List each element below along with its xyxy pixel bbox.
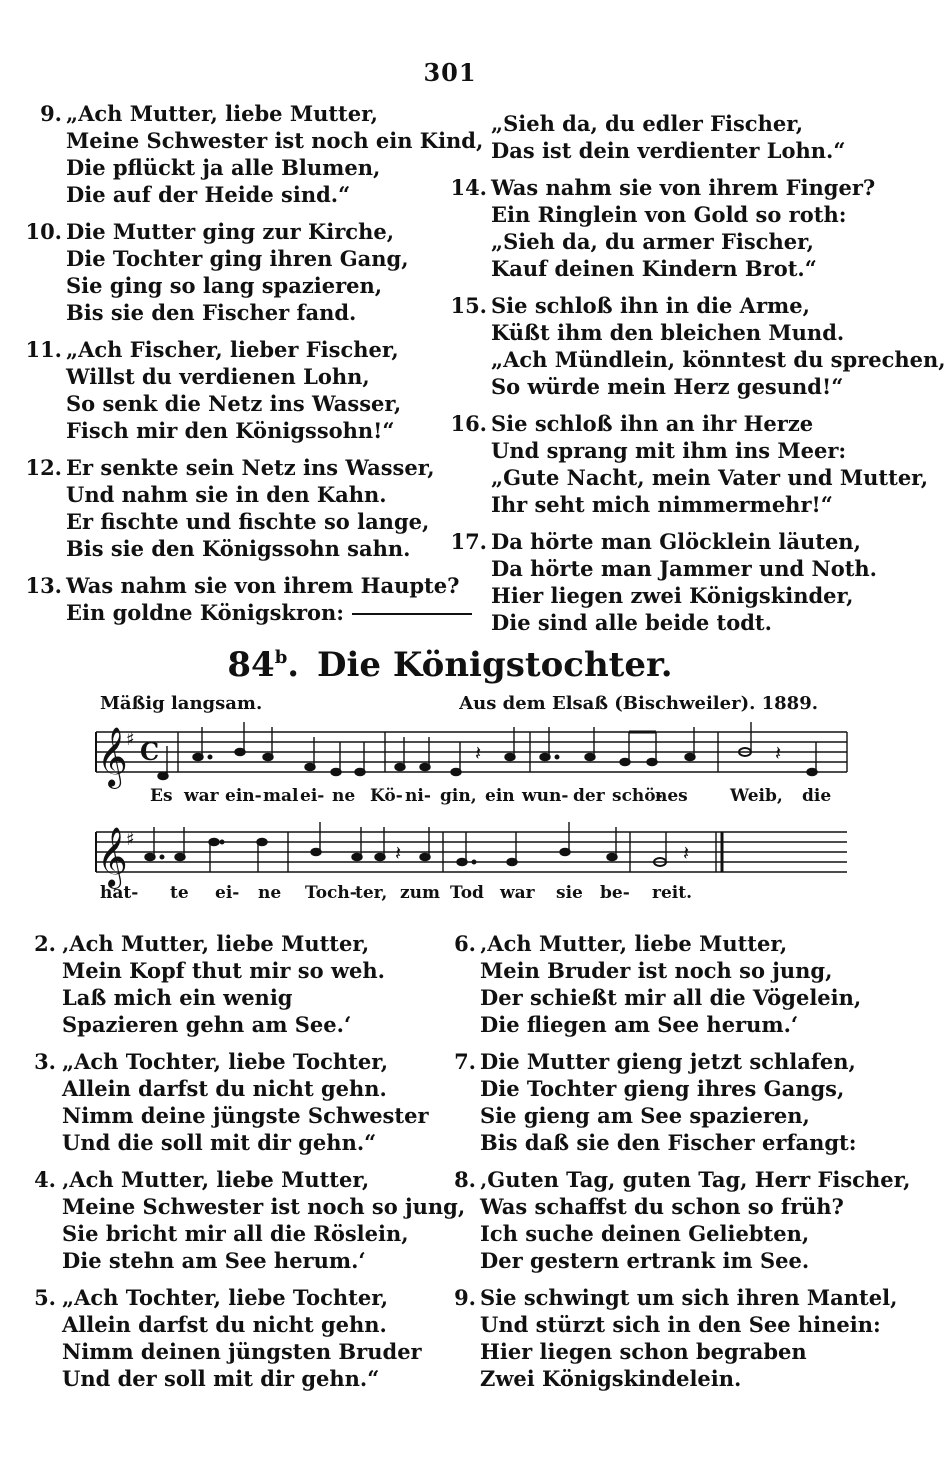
page-number: 301 — [423, 58, 477, 87]
lyric-syllable: hat- — [100, 883, 139, 903]
verse-line: Und sprang mit ihm ins Meer: — [491, 438, 847, 463]
stanza — [24, 1284, 444, 1392]
verse-line: Die auf der Heide sind.“ — [66, 182, 351, 207]
stanza — [20, 218, 440, 326]
verse-line: Nimm deine jüngste Schwester — [62, 1103, 429, 1128]
verse-line: ‚Ach Mutter, liebe Mutter, — [62, 1167, 370, 1192]
music-staff-2 — [0, 812, 900, 892]
verse-line: Allein darfst du nicht gehn. — [62, 1312, 387, 1337]
song-number: 84 — [227, 645, 275, 685]
lyric-syllable: ein — [485, 786, 515, 806]
lyric-syllable: be- — [600, 883, 630, 903]
stanza-number: 9. — [40, 101, 62, 126]
verse-line: Mein Bruder ist noch so jung, — [480, 958, 833, 983]
stanza-number: 4. — [34, 1167, 56, 1192]
lyric-syllable: zum — [400, 883, 441, 903]
lyric-syllable: wun- — [522, 786, 569, 806]
stanza — [447, 174, 887, 282]
verse-line: Spazieren gehn am See.‘ — [62, 1012, 352, 1037]
verse-line: Sie gieng am See spazieren, — [480, 1103, 810, 1128]
stanza — [20, 336, 440, 444]
song-title: 84$^b$. Die Königstochter. — [227, 645, 673, 685]
verse-line: Laß mich ein wenig — [62, 985, 293, 1010]
verse-line: Sie ging so lang spazieren, — [66, 273, 383, 298]
stanza-number: 6. — [454, 931, 476, 956]
lyric-syllable: schö- — [612, 786, 663, 806]
verse-line: Küßt ihm den bleichen Mund. — [491, 320, 845, 345]
verse-line: Da hörte man Jammer und Noth. — [491, 556, 877, 581]
stanza-number: 12. — [25, 455, 62, 480]
verse-line: Meine Schwester ist noch ein Kind, — [66, 128, 484, 153]
bottom-left-stanzas — [24, 930, 466, 1402]
lyrics-line-2 — [0, 883, 900, 909]
verse-line: Was schaffst du schon so früh? — [480, 1194, 844, 1219]
verse-line: Und der soll mit dir gehn.“ — [62, 1366, 380, 1391]
verse-line: Sie schwingt um sich ihren Mantel, — [480, 1285, 898, 1310]
verse-line: Sie bricht mir all die Röslein, — [62, 1221, 409, 1246]
lyric-syllable: ni- — [405, 786, 431, 806]
stanza — [20, 572, 460, 626]
verse-line: Das ist dein verdienter Lohn.“ — [491, 138, 846, 163]
stanza-number: 3. — [34, 1049, 56, 1074]
verse-line: Ihr seht mich nimmermehr!“ — [491, 492, 833, 517]
top-right-stanzas — [447, 110, 946, 646]
verse-line: So würde mein Herz gesund!“ — [491, 374, 844, 399]
verse-line: Kauf deinen Kindern Brot.“ — [491, 256, 817, 281]
verse-line: Was nahm sie von ihrem Haupte? — [66, 573, 460, 598]
song-source: Aus dem Elsaß (Bischweiler). 1889. — [459, 693, 818, 714]
verse-line: „Sieh da, du armer Fischer, — [491, 229, 814, 254]
verse-line: Nimm deinen jüngsten Bruder — [62, 1339, 422, 1364]
stanza — [440, 1166, 911, 1274]
bottom-right-stanzas — [440, 930, 911, 1402]
verse-line: Die fliegen am See herum.‘ — [480, 1012, 799, 1037]
verse-line: „Ach Tochter, liebe Tochter, — [62, 1049, 389, 1074]
key-signature-sharp-icon: ♯ — [126, 729, 135, 750]
verse-line: Die Tochter gieng ihres Gangs, — [480, 1076, 845, 1101]
verse-line: Meine Schwester ist noch so jung, — [62, 1194, 466, 1219]
lyric-syllable: der — [573, 786, 605, 806]
verse-line: Ein Ringlein von Gold so roth: — [491, 202, 847, 227]
lyrics-line-1 — [0, 786, 900, 812]
verse-line: Ein goldne Königskron: — [66, 600, 345, 625]
lyric-syllable: ei- — [300, 786, 325, 806]
stanza — [447, 110, 887, 164]
verse-line: Da hörte man Glöcklein läuten, — [491, 529, 861, 554]
stanza-number: 8. — [454, 1167, 476, 1192]
common-time-icon: C — [140, 737, 160, 766]
verse-line: „Ach Mutter, liebe Mutter, — [66, 101, 378, 126]
lyric-syllable: te — [170, 883, 189, 903]
verse-line: Die Mutter ging zur Kirche, — [66, 219, 395, 244]
verse-line: Und nahm sie in den Kahn. — [66, 482, 387, 507]
verse-line: „Ach Mündlein, könntest du sprechen, — [491, 347, 946, 372]
stanza — [447, 528, 887, 636]
lyric-syllable: war — [184, 786, 219, 806]
stanza-number: 13. — [25, 573, 62, 598]
verse-line: Er fischte und fischte so lange, — [66, 509, 430, 534]
tempo-marking: Mäßig langsam. — [100, 693, 263, 714]
verse-line: Er senkte sein Netz ins Wasser, — [66, 455, 435, 480]
lyric-syllable: war — [500, 883, 535, 903]
verse-line: So senk die Netz ins Wasser, — [66, 391, 402, 416]
verse-line: Die stehn am See herum.‘ — [62, 1248, 366, 1273]
lyric-syllable: ei- — [215, 883, 240, 903]
lyric-syllable: mal — [263, 786, 299, 806]
stanza — [440, 930, 890, 1038]
verse-line: Ich suche deinen Geliebten, — [480, 1221, 810, 1246]
svg-text:𝄽: 𝄽 — [775, 741, 782, 765]
verse-line: Sie schloß ihn an ihr Herze — [491, 411, 814, 436]
stanza-number: 11. — [25, 337, 62, 362]
stanza — [440, 1284, 898, 1392]
stanza — [20, 454, 440, 562]
verse-line: Hier liegen schon begraben — [480, 1339, 807, 1364]
verse-line: Allein darfst du nicht gehn. — [62, 1076, 387, 1101]
stanza — [447, 410, 929, 518]
stanza-number: 16. — [450, 411, 487, 436]
lyric-syllable: ter, — [355, 883, 388, 903]
svg-text:𝄽: 𝄽 — [395, 841, 402, 865]
verse-line: „Gute Nacht, mein Vater und Mutter, — [491, 465, 929, 490]
verse-line: ‚Ach Mutter, liebe Mutter, — [62, 931, 370, 956]
verse-line: Der schießt mir all die Vögelein, — [480, 985, 862, 1010]
treble-clef-icon: 𝄞 — [97, 827, 128, 887]
verse-line: ‚Guten Tag, guten Tag, Herr Fischer, — [480, 1167, 911, 1192]
lyric-syllable: Weib, — [730, 786, 783, 806]
verse-line: Bis sie den Königssohn sahn. — [66, 536, 411, 561]
verse-line: Die sind alle beide todt. — [491, 610, 772, 635]
lyric-syllable: ein- — [225, 786, 262, 806]
verse-line: Was nahm sie von ihrem Finger? — [491, 175, 876, 200]
stanza — [440, 1048, 890, 1156]
verse-line: Zwei Königskindelein. — [480, 1366, 742, 1391]
lyric-syllable: ne — [332, 786, 356, 806]
verse-line: Und die soll mit dir gehn.“ — [62, 1130, 377, 1155]
stanza-number: 5. — [34, 1285, 56, 1310]
lyric-syllable: reit. — [652, 883, 693, 903]
section-divider — [352, 613, 472, 615]
music-staff-1 — [0, 712, 900, 792]
verse-line: Mein Kopf thut mir so weh. — [62, 958, 385, 983]
verse-line: Die Tochter ging ihren Gang, — [66, 246, 409, 271]
song-title-text: Die Königstochter. — [316, 645, 673, 685]
verse-line: Willst du verdienen Lohn, — [66, 364, 370, 389]
song-number-suffix: b — [274, 647, 288, 668]
stanza-number: 9. — [454, 1285, 476, 1310]
verse-line: Der gestern ertrank im See. — [480, 1248, 810, 1273]
verse-line: „Sieh da, du edler Fischer, — [491, 111, 804, 136]
stanza — [447, 292, 946, 400]
lyric-syllable: Kö- — [370, 786, 403, 806]
verse-line: Und stürzt sich in den See hinein: — [480, 1312, 881, 1337]
stanza-number: 15. — [450, 293, 487, 318]
verse-line: Die pflückt ja alle Blumen, — [66, 155, 381, 180]
svg-text:𝄽: 𝄽 — [475, 741, 482, 765]
verse-line: Bis sie den Fischer fand. — [66, 300, 357, 325]
lyric-syllable: Toch- — [305, 883, 357, 903]
verse-line: Bis daß sie den Fischer erfangt: — [480, 1130, 857, 1155]
verse-line: ‚Ach Mutter, liebe Mutter, — [480, 931, 788, 956]
verse-line: Sie schloß ihn in die Arme, — [491, 293, 810, 318]
lyric-syllable: die — [802, 786, 832, 806]
lyric-syllable: Es — [150, 786, 173, 806]
lyric-syllable: gin, — [440, 786, 477, 806]
key-signature-sharp-icon: ♯ — [126, 829, 135, 850]
svg-text:𝄽: 𝄽 — [683, 841, 690, 865]
stanza-number: 2. — [34, 931, 56, 956]
verse-line: Hier liegen zwei Königskinder, — [491, 583, 854, 608]
stanza — [24, 1166, 466, 1274]
lyric-syllable: nes — [655, 786, 688, 806]
stanza — [24, 930, 444, 1038]
stanza-number: 17. — [450, 529, 487, 554]
verse-line: „Ach Tochter, liebe Tochter, — [62, 1285, 389, 1310]
verse-line: Fisch mir den Königssohn!“ — [66, 418, 395, 443]
stanza — [24, 1048, 444, 1156]
treble-clef-icon: 𝄞 — [97, 727, 128, 787]
lyric-syllable: Tod — [450, 883, 484, 903]
verse-line: „Ach Fischer, lieber Fischer, — [66, 337, 399, 362]
stanza-number: 14. — [450, 175, 487, 200]
lyric-syllable: sie — [556, 883, 583, 903]
lyric-syllable: ne — [258, 883, 282, 903]
stanza-number: 10. — [25, 219, 62, 244]
stanza-number: 7. — [454, 1049, 476, 1074]
verse-line: Die Mutter gieng jetzt schlafen, — [480, 1049, 856, 1074]
